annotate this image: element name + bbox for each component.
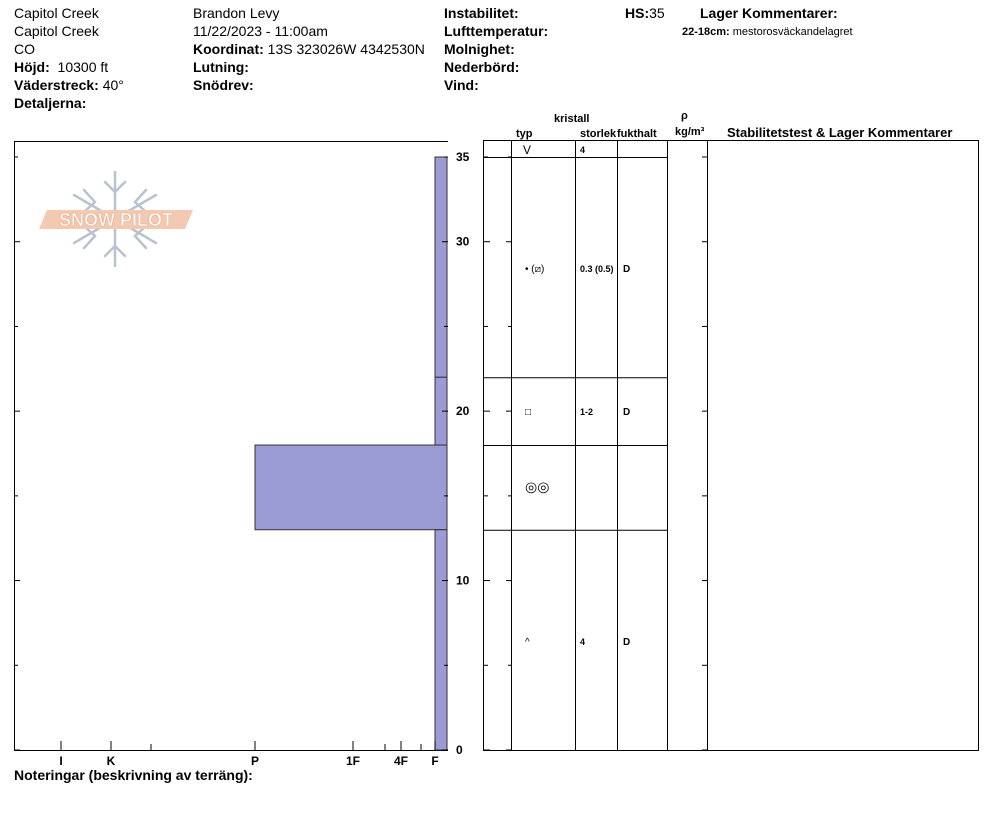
details-label: Detaljerna:	[14, 95, 87, 111]
layer-size: 0.3 (0.5)	[580, 264, 614, 274]
layer-type-symbol: ◎◎	[525, 478, 550, 495]
hardness-tick-label: 1F	[345, 754, 361, 768]
logo-text: SNOW PILOT	[59, 210, 173, 230]
hs-value: 35	[649, 5, 665, 21]
observer: Brandon Levy	[193, 5, 280, 21]
hardness-tick-label: F	[431, 754, 439, 768]
aspect-label: Väderstreck:	[14, 77, 99, 93]
clouds-label: Molnighet:	[444, 41, 515, 57]
hardness-tick-label: I	[59, 754, 63, 768]
elevation-label: Höjd:	[14, 59, 50, 75]
col-crystal: kristall	[554, 113, 590, 125]
snowpilot-logo	[39, 172, 193, 266]
hardness-tick-label: K	[106, 754, 116, 768]
col-size: storlek	[580, 128, 617, 140]
coord-value: 13S 323026W 4342530N	[267, 41, 425, 57]
layer-moisture: D	[623, 264, 631, 275]
state: CO	[14, 41, 35, 57]
col-rho: ρ	[681, 110, 688, 122]
layer-size: 1-2	[580, 407, 594, 418]
drift-label: Snödrev:	[193, 77, 254, 93]
hardness-bar-2	[255, 445, 447, 530]
hardness-tick-label: P	[250, 754, 260, 768]
col-density-unit: kg/m³	[675, 126, 705, 138]
hardness-bars	[255, 157, 447, 750]
precip-label: Nederbörd:	[444, 59, 520, 75]
air-temp-label: Lufttemperatur:	[444, 23, 549, 39]
layer-type-symbol: ^	[525, 637, 530, 648]
elevation-value: 10300 ft	[57, 59, 109, 75]
datetime: 11/22/2023 - 11:00am	[193, 23, 328, 39]
surface-size: 4	[580, 145, 586, 155]
instability-label: Instabilitet:	[444, 5, 519, 21]
hardness-tick-label: 4F	[393, 754, 409, 768]
layer-moisture: D	[623, 407, 631, 419]
depth-tick-label: 35	[456, 150, 470, 164]
depth-tick-label: 30	[456, 234, 470, 249]
slope-label: Lutning:	[193, 59, 249, 75]
depth-tick-label: 0	[456, 743, 463, 757]
layer-moisture: D	[623, 637, 631, 648]
depth-tick-label: 20	[456, 404, 470, 419]
hardness-axis	[59, 741, 438, 768]
layer-type-symbol: • (⧄)	[525, 264, 545, 275]
aspect-value: 40°	[102, 77, 124, 93]
col-type: typ	[516, 128, 533, 140]
wind-label: Vind:	[444, 77, 479, 93]
layer-comment-depth: 22-18cm:	[682, 26, 730, 38]
layer-size: 4	[580, 637, 586, 647]
location-1: Capitol Creek	[14, 5, 99, 21]
location-2: Capitol Creek	[14, 23, 99, 39]
hs-label: HS:	[625, 5, 650, 21]
coord-label: Koordinat:	[193, 41, 264, 57]
hardness-bar-0	[435, 157, 447, 377]
layer-comments-label: Lager Kommentarer:	[700, 5, 838, 21]
notes-label: Noteringar (beskrivning av terräng):	[14, 767, 253, 783]
surface-type-symbol: V	[523, 143, 532, 157]
layer-type-symbol: □	[525, 407, 532, 419]
layer-comment-text: mestorosväckandelagret	[732, 26, 853, 38]
col-moisture: fukthalt	[617, 128, 657, 140]
hardness-bar-3	[435, 530, 447, 750]
col-stability: Stabilitetstest & Lager Kommentarer	[727, 125, 953, 140]
depth-tick-label: 10	[456, 573, 470, 588]
